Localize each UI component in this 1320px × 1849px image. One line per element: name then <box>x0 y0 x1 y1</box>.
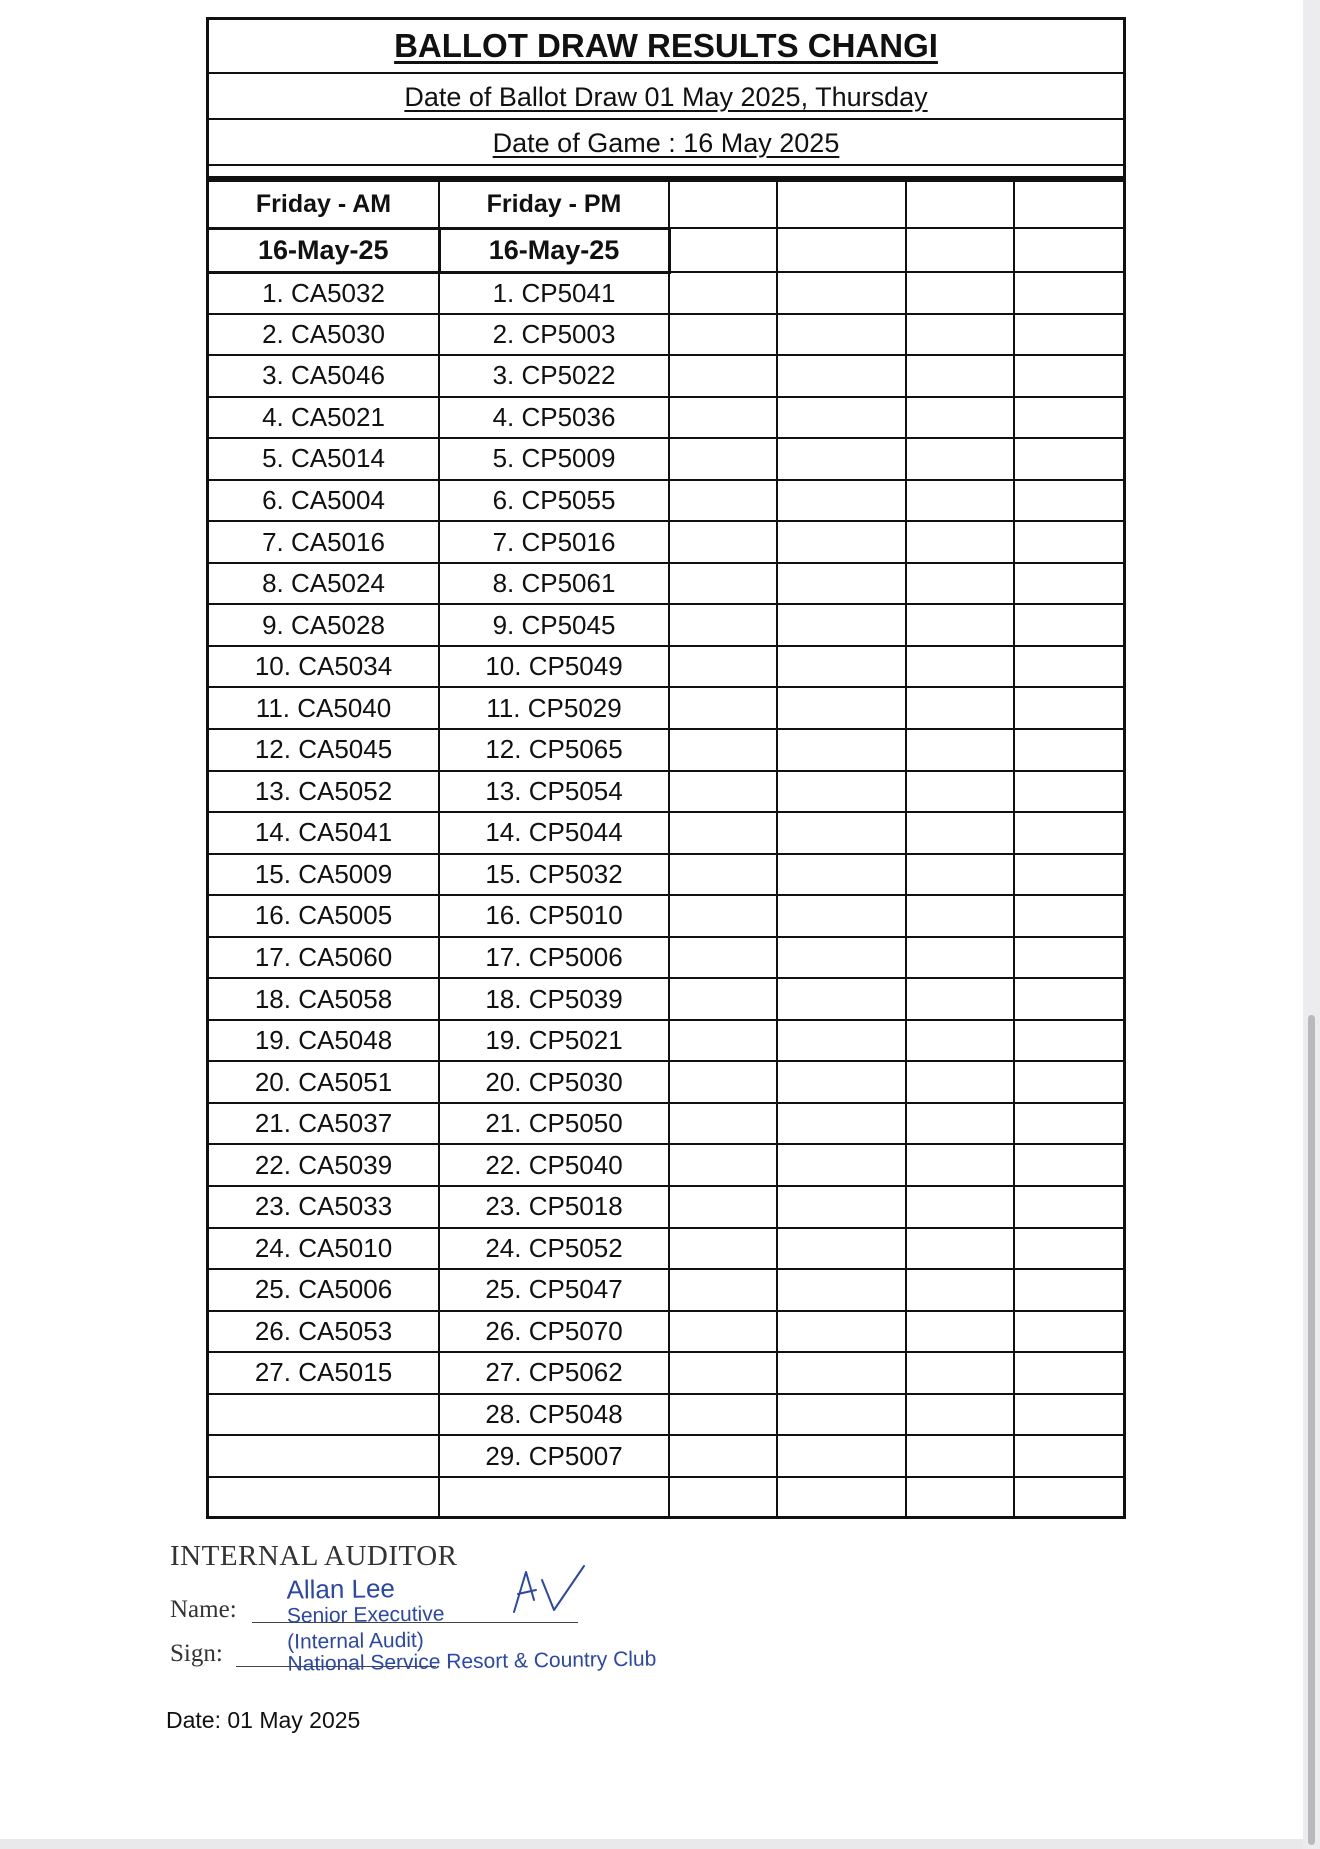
empty-cell <box>669 646 777 688</box>
empty-cell <box>1014 272 1123 314</box>
pm-entry: 21. CP5050 <box>439 1103 669 1145</box>
column-header-row <box>209 181 1123 228</box>
handwritten-signature <box>508 1560 588 1620</box>
table-row <box>209 1477 1123 1519</box>
am-entry: 10. CA5034 <box>209 646 439 688</box>
header-friday-pm: Friday - PM <box>439 181 669 228</box>
am-entry <box>209 1394 439 1436</box>
pm-entry: 8. CP5061 <box>439 563 669 605</box>
empty-cell <box>1014 1020 1123 1062</box>
ballot-sheet <box>206 17 1126 1519</box>
table-row <box>209 854 1123 896</box>
header-cell <box>1014 181 1123 228</box>
table-row <box>209 1020 1123 1062</box>
pm-entry: 3. CP5022 <box>439 355 669 397</box>
table-row <box>209 771 1123 813</box>
am-entry: 8. CA5024 <box>209 563 439 605</box>
empty-cell <box>669 1435 777 1477</box>
table-row <box>209 272 1123 314</box>
am-entry: 25. CA5006 <box>209 1269 439 1311</box>
am-entry: 6. CA5004 <box>209 480 439 522</box>
am-entry: 26. CA5053 <box>209 1311 439 1353</box>
table-row <box>209 687 1123 729</box>
table-row <box>209 895 1123 937</box>
empty-cell <box>777 1020 906 1062</box>
empty-cell <box>669 1020 777 1062</box>
empty-cell <box>906 812 1014 854</box>
empty-cell <box>906 729 1014 771</box>
pm-entry: 1. CP5041 <box>439 272 669 314</box>
empty-cell <box>906 521 1014 563</box>
pm-entry: 2. CP5003 <box>439 314 669 356</box>
empty-cell <box>1014 1477 1123 1519</box>
empty-cell <box>906 355 1014 397</box>
empty-cell <box>1014 1394 1123 1436</box>
empty-cell <box>777 438 906 480</box>
empty-cell <box>1014 1311 1123 1353</box>
empty-cell <box>906 563 1014 605</box>
am-entry: 14. CA5041 <box>209 812 439 854</box>
empty-cell <box>1014 687 1123 729</box>
empty-cell <box>777 978 906 1020</box>
stamp-title: Senior Executive <box>286 1602 445 1628</box>
empty-cell <box>1014 521 1123 563</box>
empty-cell <box>1014 480 1123 522</box>
table-row <box>209 729 1123 771</box>
empty-cell <box>906 1186 1014 1228</box>
am-entry: 9. CA5028 <box>209 604 439 646</box>
empty-cell <box>777 1061 906 1103</box>
empty-cell <box>669 563 777 605</box>
pm-entry: 12. CP5065 <box>439 729 669 771</box>
table-row <box>209 355 1123 397</box>
empty-cell <box>777 563 906 605</box>
am-entry: 22. CA5039 <box>209 1144 439 1186</box>
empty-cell <box>1014 812 1123 854</box>
table-row <box>209 480 1123 522</box>
am-entry: 19. CA5048 <box>209 1020 439 1062</box>
table-row <box>209 314 1123 356</box>
empty-cell <box>1014 854 1123 896</box>
empty-cell <box>777 646 906 688</box>
empty-cell <box>906 771 1014 813</box>
empty-cell <box>669 1186 777 1228</box>
ballot-results-table <box>209 180 1123 1518</box>
empty-cell <box>1014 771 1123 813</box>
table-row <box>209 521 1123 563</box>
empty-cell <box>906 604 1014 646</box>
table-row <box>209 1311 1123 1353</box>
empty-cell <box>777 1394 906 1436</box>
empty-cell <box>669 1311 777 1353</box>
empty-cell <box>1014 978 1123 1020</box>
pm-entry: 15. CP5032 <box>439 854 669 896</box>
header-cell <box>1014 228 1123 272</box>
pm-entry: 5. CP5009 <box>439 438 669 480</box>
empty-cell <box>669 604 777 646</box>
am-entry: 7. CA5016 <box>209 521 439 563</box>
empty-cell <box>1014 646 1123 688</box>
pm-entry: 27. CP5062 <box>439 1352 669 1394</box>
empty-cell <box>669 1269 777 1311</box>
empty-cell <box>1014 314 1123 356</box>
document-title: BALLOT DRAW RESULTS CHANGI <box>209 20 1123 74</box>
pm-entry: 9. CP5045 <box>439 604 669 646</box>
am-entry: 18. CA5058 <box>209 978 439 1020</box>
empty-cell <box>669 438 777 480</box>
empty-cell <box>669 978 777 1020</box>
empty-cell <box>1014 1061 1123 1103</box>
table-row <box>209 1394 1123 1436</box>
empty-cell <box>1014 1186 1123 1228</box>
empty-cell <box>777 1269 906 1311</box>
scrollbar-thumb[interactable] <box>1308 1015 1315 1845</box>
table-row <box>209 937 1123 979</box>
am-entry: 3. CA5046 <box>209 355 439 397</box>
stamp-organization: National Service Resort & Country Club <box>287 1647 657 1676</box>
pm-entry: 18. CP5039 <box>439 978 669 1020</box>
empty-cell <box>906 937 1014 979</box>
empty-cell <box>777 729 906 771</box>
table-row <box>209 1228 1123 1270</box>
vertical-scrollbar[interactable] <box>1303 0 1320 1849</box>
empty-cell <box>669 521 777 563</box>
empty-cell <box>669 1103 777 1145</box>
empty-cell <box>906 1394 1014 1436</box>
empty-cell <box>669 895 777 937</box>
empty-cell <box>669 1061 777 1103</box>
empty-cell <box>669 355 777 397</box>
empty-cell <box>777 604 906 646</box>
empty-cell <box>906 1352 1014 1394</box>
empty-cell <box>1014 729 1123 771</box>
pm-entry: 25. CP5047 <box>439 1269 669 1311</box>
pm-entry: 28. CP5048 <box>439 1394 669 1436</box>
empty-cell <box>669 1144 777 1186</box>
empty-cell <box>669 1228 777 1270</box>
empty-cell <box>777 1435 906 1477</box>
empty-cell <box>1014 1435 1123 1477</box>
table-row <box>209 1352 1123 1394</box>
empty-cell <box>669 272 777 314</box>
am-entry: 21. CA5037 <box>209 1103 439 1145</box>
empty-cell <box>1014 1269 1123 1311</box>
empty-cell <box>669 771 777 813</box>
header-cell <box>669 228 777 272</box>
empty-cell <box>777 771 906 813</box>
empty-cell <box>777 1144 906 1186</box>
empty-cell <box>906 1435 1014 1477</box>
pm-entry: 24. CP5052 <box>439 1228 669 1270</box>
empty-cell <box>777 1311 906 1353</box>
empty-cell <box>906 1228 1014 1270</box>
table-row <box>209 1144 1123 1186</box>
empty-cell <box>906 1311 1014 1353</box>
empty-cell <box>1014 438 1123 480</box>
pm-entry: 4. CP5036 <box>439 397 669 439</box>
header-friday-am: Friday - AM <box>209 181 439 228</box>
empty-cell <box>669 1352 777 1394</box>
stamp-department: (Internal Audit) <box>287 1628 424 1654</box>
empty-cell <box>669 480 777 522</box>
empty-cell <box>669 854 777 896</box>
am-date: 16-May-25 <box>209 228 439 272</box>
empty-cell <box>669 729 777 771</box>
table-row <box>209 1186 1123 1228</box>
empty-cell <box>906 397 1014 439</box>
empty-cell <box>777 272 906 314</box>
empty-cell <box>1014 1144 1123 1186</box>
pm-entry: 14. CP5044 <box>439 812 669 854</box>
empty-cell <box>777 937 906 979</box>
empty-cell <box>669 812 777 854</box>
auditor-stamp <box>286 1565 668 1685</box>
empty-cell <box>777 1103 906 1145</box>
am-entry: 23. CA5033 <box>209 1186 439 1228</box>
am-entry: 16. CA5005 <box>209 895 439 937</box>
empty-cell <box>669 314 777 356</box>
pm-entry: 23. CP5018 <box>439 1186 669 1228</box>
table-row <box>209 1061 1123 1103</box>
empty-cell <box>669 397 777 439</box>
empty-cell <box>669 937 777 979</box>
empty-cell <box>777 812 906 854</box>
empty-cell <box>777 1186 906 1228</box>
empty-cell <box>777 521 906 563</box>
pm-entry <box>439 1477 669 1519</box>
sign-label: Sign: <box>170 1640 223 1667</box>
empty-cell <box>906 438 1014 480</box>
empty-cell <box>777 687 906 729</box>
pm-entry: 29. CP5007 <box>439 1435 669 1477</box>
am-entry: 24. CA5010 <box>209 1228 439 1270</box>
pm-entry: 22. CP5040 <box>439 1144 669 1186</box>
empty-cell <box>1014 1103 1123 1145</box>
header-cell <box>906 181 1014 228</box>
table-row <box>209 812 1123 854</box>
empty-cell <box>1014 895 1123 937</box>
empty-cell <box>906 687 1014 729</box>
pm-entry: 16. CP5010 <box>439 895 669 937</box>
empty-cell <box>777 1477 906 1519</box>
empty-cell <box>1014 1228 1123 1270</box>
empty-cell <box>1014 604 1123 646</box>
empty-cell <box>777 480 906 522</box>
am-entry: 2. CA5030 <box>209 314 439 356</box>
empty-cell <box>1014 355 1123 397</box>
empty-cell <box>906 854 1014 896</box>
table-row <box>209 1269 1123 1311</box>
table-row <box>209 1435 1123 1477</box>
pm-entry: 11. CP5029 <box>439 687 669 729</box>
am-entry <box>209 1477 439 1519</box>
am-entry: 20. CA5051 <box>209 1061 439 1103</box>
pm-entry: 19. CP5021 <box>439 1020 669 1062</box>
ballot-draw-date: Date of Ballot Draw 01 May 2025, Thursday <box>209 74 1123 120</box>
empty-cell <box>1014 563 1123 605</box>
empty-cell <box>906 1020 1014 1062</box>
empty-cell <box>906 314 1014 356</box>
empty-cell <box>669 1477 777 1519</box>
empty-cell <box>906 978 1014 1020</box>
table-row <box>209 438 1123 480</box>
empty-cell <box>777 854 906 896</box>
header-cell <box>669 181 777 228</box>
empty-cell <box>906 895 1014 937</box>
empty-cell <box>777 314 906 356</box>
internal-auditor-heading: INTERNAL AUDITOR <box>170 1540 458 1572</box>
pm-entry: 17. CP5006 <box>439 937 669 979</box>
game-date: Date of Game : 16 May 2025 <box>209 120 1123 166</box>
empty-cell <box>777 397 906 439</box>
empty-cell <box>669 687 777 729</box>
pm-entry: 26. CP5070 <box>439 1311 669 1353</box>
date-header-row <box>209 228 1123 272</box>
am-entry: 17. CA5060 <box>209 937 439 979</box>
pm-entry: 10. CP5049 <box>439 646 669 688</box>
am-entry: 12. CA5045 <box>209 729 439 771</box>
empty-cell <box>1014 1352 1123 1394</box>
table-row <box>209 397 1123 439</box>
pm-entry: 6. CP5055 <box>439 480 669 522</box>
empty-cell <box>777 1228 906 1270</box>
name-label: Name: <box>170 1596 237 1623</box>
am-entry: 4. CA5021 <box>209 397 439 439</box>
empty-cell <box>906 480 1014 522</box>
am-entry: 27. CA5015 <box>209 1352 439 1394</box>
table-row <box>209 978 1123 1020</box>
empty-cell <box>906 1477 1014 1519</box>
empty-cell <box>777 895 906 937</box>
table-row <box>209 604 1123 646</box>
empty-cell <box>906 1061 1014 1103</box>
empty-cell <box>906 646 1014 688</box>
empty-cell <box>669 1394 777 1436</box>
empty-cell <box>906 1269 1014 1311</box>
document-date: Date: 01 May 2025 <box>166 1707 361 1733</box>
table-row <box>209 563 1123 605</box>
empty-cell <box>777 355 906 397</box>
header-spacer-row <box>209 166 1123 180</box>
am-entry: 15. CA5009 <box>209 854 439 896</box>
pm-entry: 13. CP5054 <box>439 771 669 813</box>
pm-entry: 20. CP5030 <box>439 1061 669 1103</box>
empty-cell <box>1014 937 1123 979</box>
header-cell <box>777 181 906 228</box>
am-entry <box>209 1435 439 1477</box>
header-cell <box>906 228 1014 272</box>
empty-cell <box>906 1144 1014 1186</box>
am-entry: 11. CA5040 <box>209 687 439 729</box>
header-cell <box>777 228 906 272</box>
empty-cell <box>777 1352 906 1394</box>
empty-cell <box>906 1103 1014 1145</box>
am-entry: 13. CA5052 <box>209 771 439 813</box>
stamp-name: Allan Lee <box>286 1573 396 1605</box>
pm-entry: 7. CP5016 <box>439 521 669 563</box>
am-entry: 5. CA5014 <box>209 438 439 480</box>
table-row <box>209 1103 1123 1145</box>
table-row <box>209 646 1123 688</box>
empty-cell <box>906 272 1014 314</box>
am-entry: 1. CA5032 <box>209 272 439 314</box>
pm-date: 16-May-25 <box>439 228 669 272</box>
empty-cell <box>1014 397 1123 439</box>
